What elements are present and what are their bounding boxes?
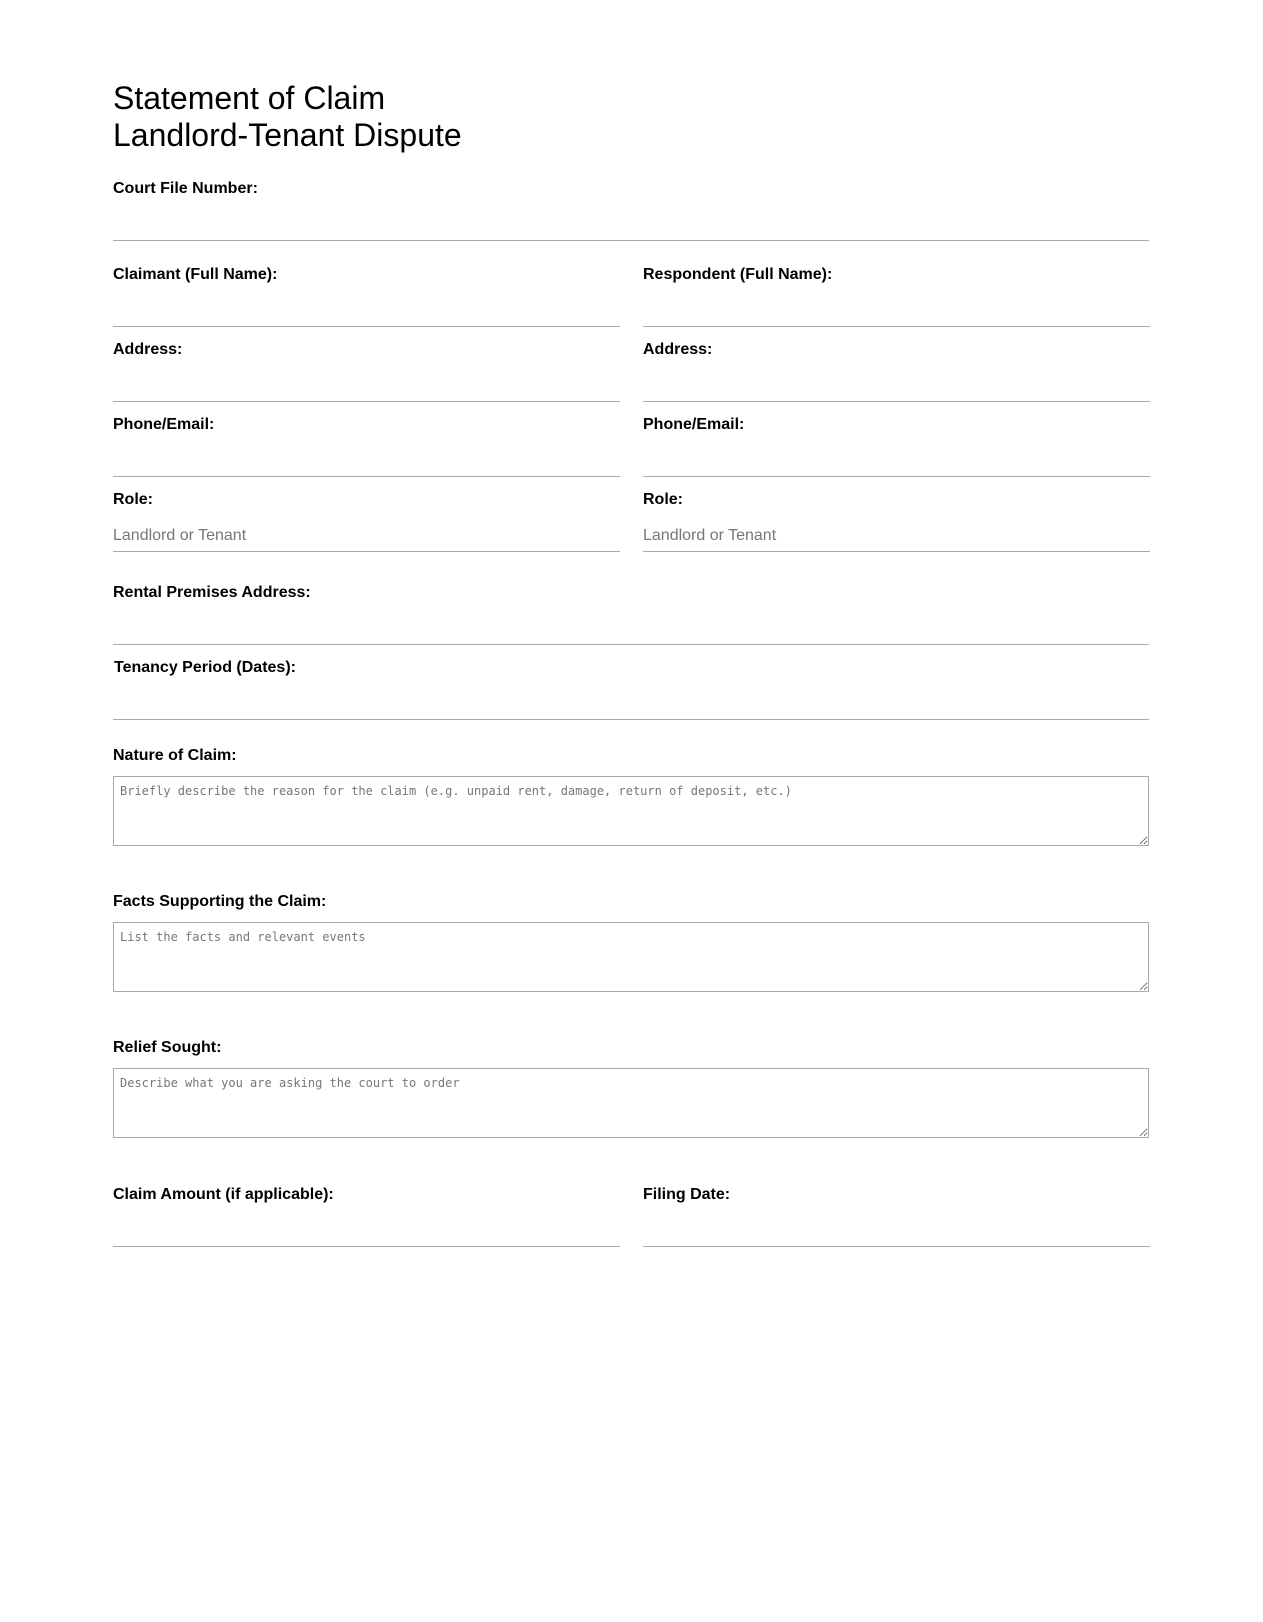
filing-date-label: Filing Date: — [643, 1186, 731, 1203]
premises-label: Rental Premises Address: — [113, 584, 311, 601]
nature-field — [113, 746, 1149, 846]
claim-amount-field — [113, 1185, 620, 1247]
respondent-contact-input[interactable] — [643, 445, 1150, 477]
tenancy-field — [113, 658, 1149, 720]
claimant-address-field — [113, 340, 620, 402]
claimant-role-field — [113, 490, 620, 552]
claimant-contact-field — [113, 415, 620, 477]
claim-amount-input[interactable] — [113, 1215, 620, 1247]
claimant-name-input[interactable] — [113, 295, 620, 327]
claimant-contact-input[interactable] — [113, 445, 620, 477]
relief-field — [113, 1038, 1149, 1138]
claimant-contact-label: Phone/Email: — [113, 416, 215, 433]
facts-field — [113, 892, 1149, 992]
nature-textarea[interactable] — [113, 776, 1149, 846]
facts-textarea[interactable] — [113, 922, 1149, 992]
tenancy-input[interactable] — [113, 688, 1149, 720]
respondent-role-input[interactable] — [643, 520, 1150, 552]
claimant-name-field — [113, 265, 620, 327]
filing-date-input[interactable] — [643, 1215, 1150, 1247]
respondent-contact-field — [643, 415, 1150, 477]
page-title — [113, 80, 462, 154]
court-file-input[interactable] — [113, 209, 1149, 241]
filing-date-field — [643, 1185, 1150, 1247]
claimant-address-label: Address: — [113, 341, 183, 358]
claimant-role-input[interactable] — [113, 520, 620, 552]
respondent-address-label: Address: — [643, 341, 713, 358]
claimant-role-label: Role: — [113, 491, 153, 508]
respondent-address-input[interactable] — [643, 370, 1150, 402]
claimant-address-input[interactable] — [113, 370, 620, 402]
respondent-role-label: Role: — [643, 491, 683, 508]
respondent-name-label: Respondent (Full Name): — [643, 266, 833, 283]
claim-amount-label: Claim Amount (if applicable): — [113, 1186, 334, 1203]
facts-label: Facts Supporting the Claim: — [113, 893, 327, 910]
court-file-field — [113, 179, 1149, 241]
respondent-name-input[interactable] — [643, 295, 1150, 327]
respondent-role-field — [643, 490, 1150, 552]
relief-label: Relief Sought: — [113, 1039, 222, 1056]
claimant-name-label: Claimant (Full Name): — [113, 266, 278, 283]
title-line-1: Statement of Claim — [113, 80, 386, 116]
title-line-2: Landlord-Tenant Dispute — [113, 117, 462, 153]
premises-field — [113, 583, 1149, 645]
nature-label: Nature of Claim: — [113, 747, 237, 764]
respondent-name-field — [643, 265, 1150, 327]
relief-textarea[interactable] — [113, 1068, 1149, 1138]
premises-input[interactable] — [113, 613, 1149, 645]
tenancy-label: Tenancy Period (Dates): — [114, 659, 296, 676]
respondent-contact-label: Phone/Email: — [643, 416, 745, 433]
respondent-address-field — [643, 340, 1150, 402]
court-file-label: Court File Number: — [113, 180, 258, 197]
